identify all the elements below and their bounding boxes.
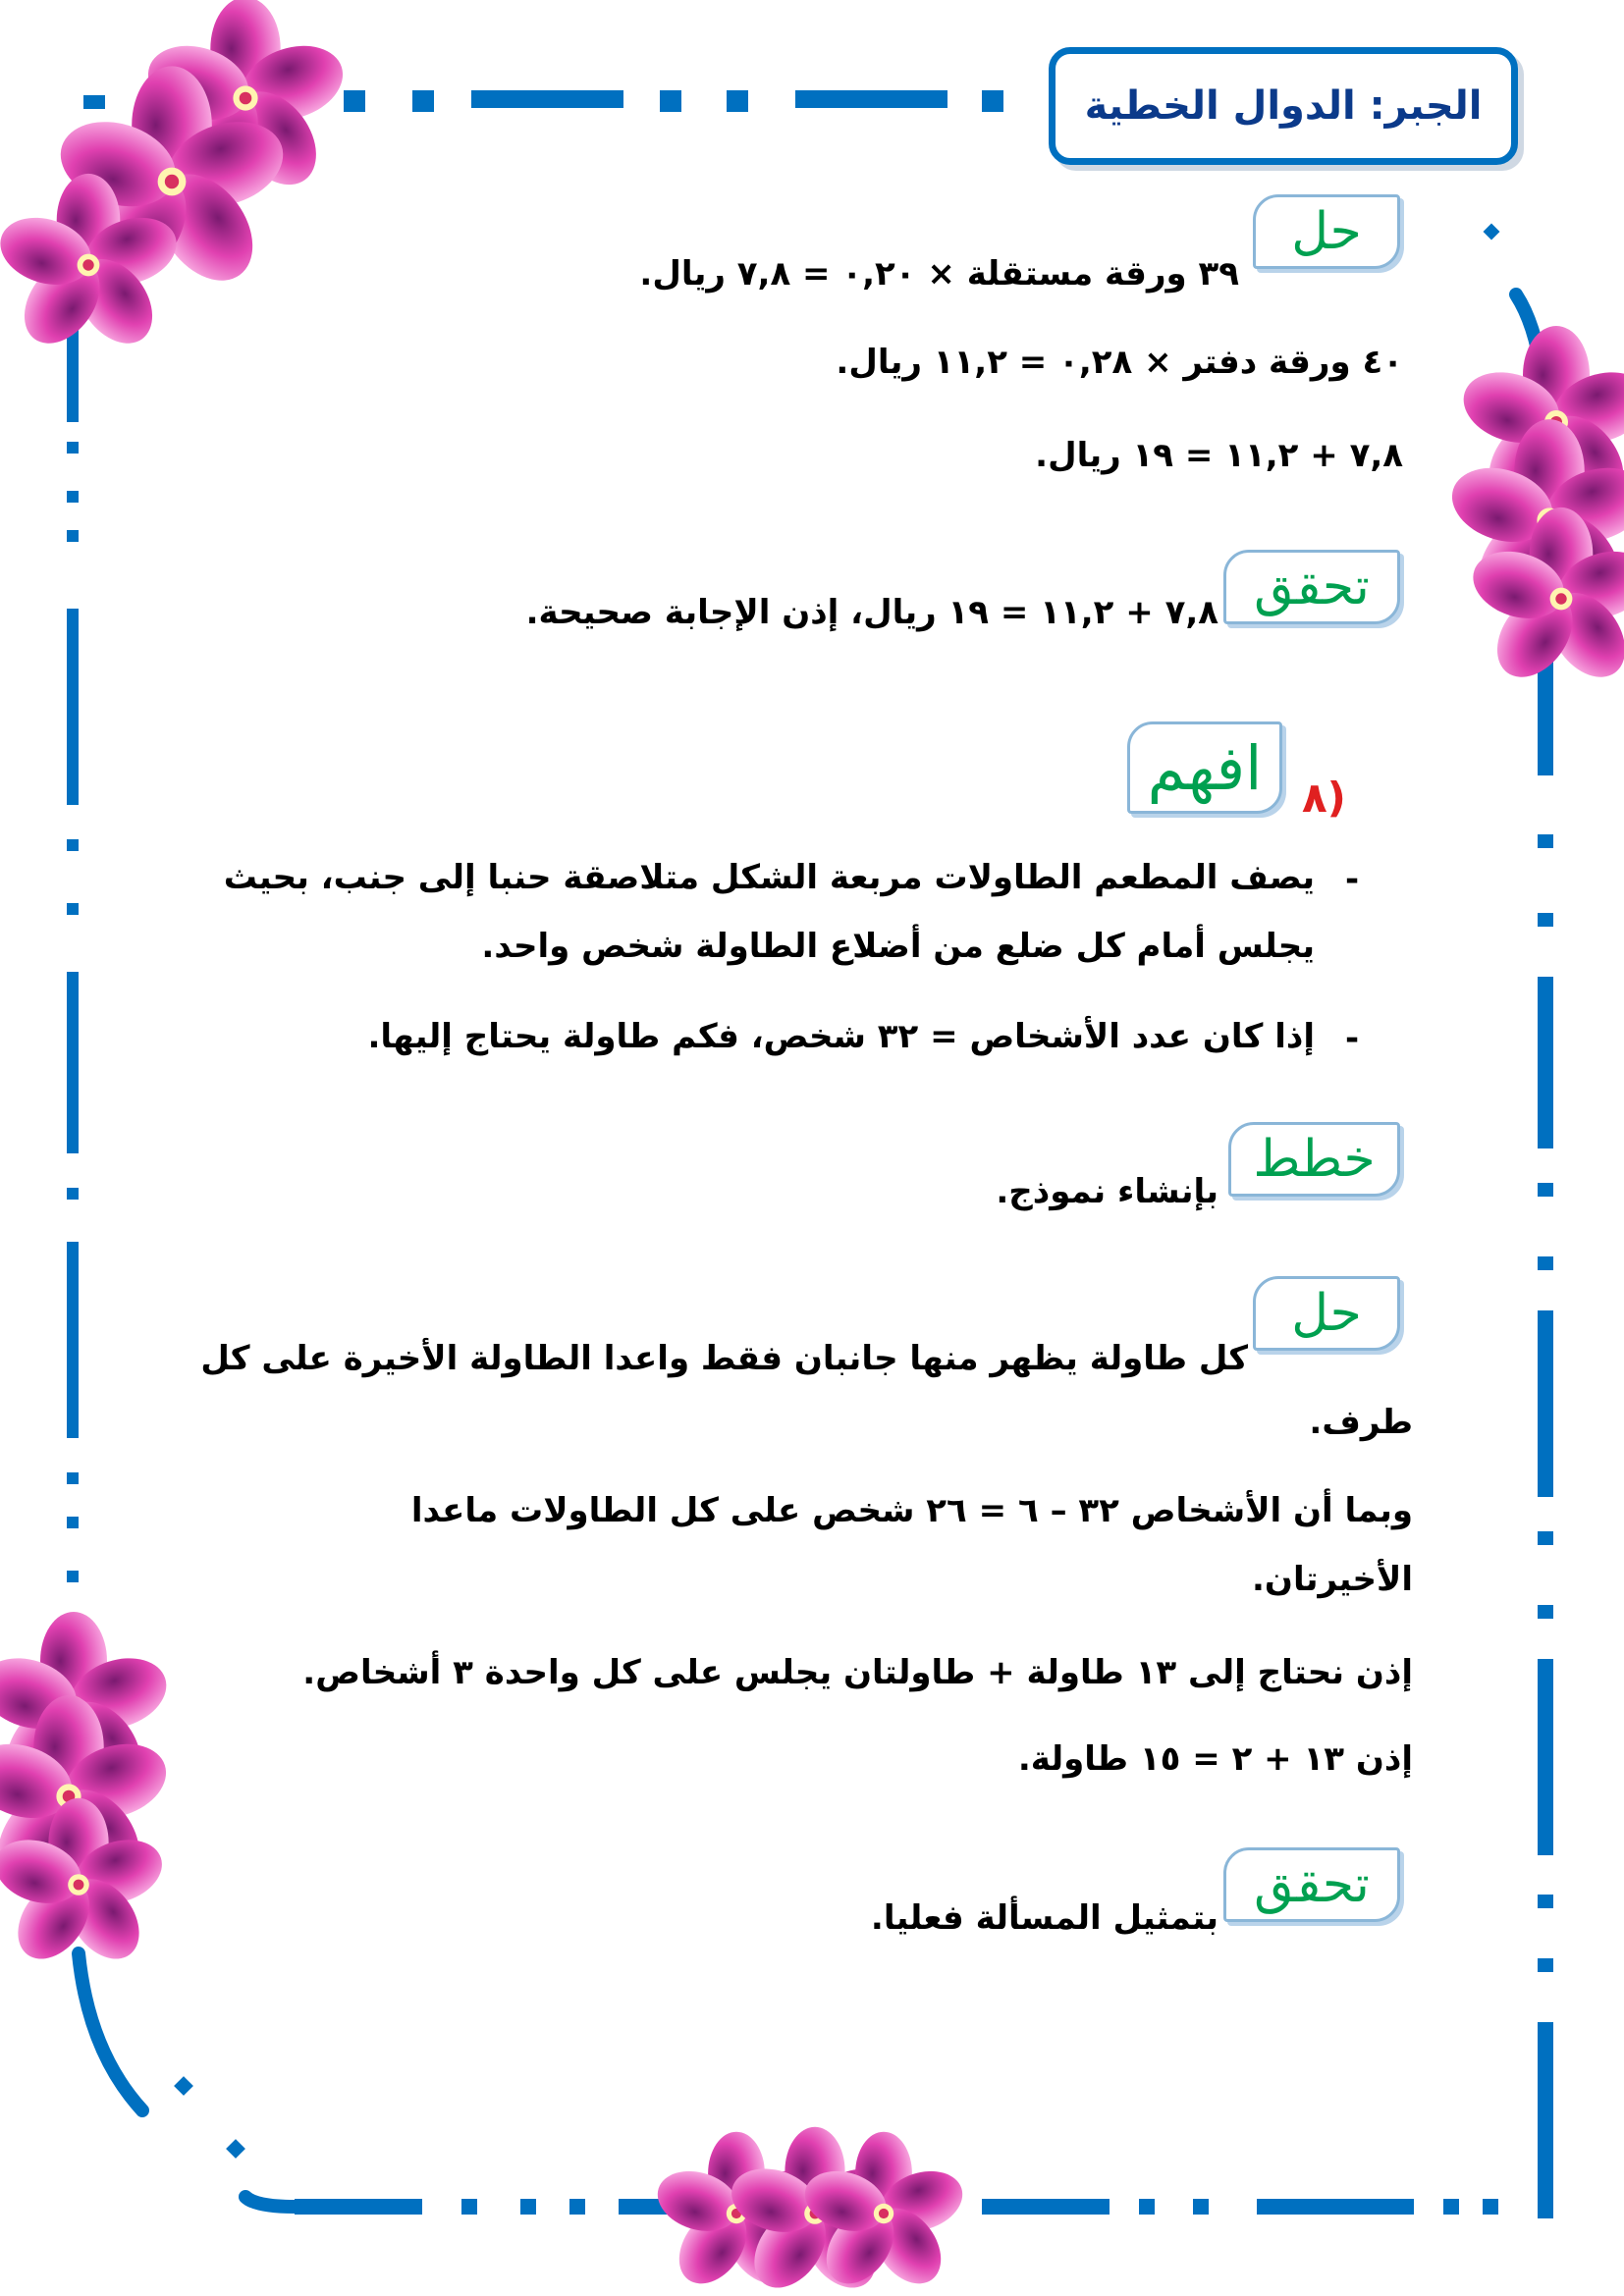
understand-line: يجلس أمام كل ضلع من أضلاع الطاولة شخص واحد.: [481, 927, 1315, 966]
page-title: الجبر: الدوال الخطية: [1084, 83, 1483, 129]
check-label: [1223, 1847, 1400, 1922]
solve-label: [1253, 1276, 1400, 1351]
solution-line: ٤٠ ورقة دفتر × ٠,٢٨ = ١١,٢ ريال.: [836, 343, 1403, 382]
check-label: [1223, 550, 1400, 624]
check-line: بتمثيل المسألة فعليا.: [870, 1898, 1218, 1938]
solve-label-text: حل: [1291, 1284, 1362, 1343]
check-line: ٧,٨ + ١١,٢ = ١٩ ريال، إذن الإجابة صحيحة.: [525, 593, 1218, 632]
plan-label: [1228, 1122, 1400, 1197]
understand-line: يصف المطعم الطاولات مربعة الشكل متلاصقة حنبا إلى جنب، بحيث: [223, 858, 1315, 897]
solution-line: ٣٩ ورقة مستقلة × ٠,٢٠ = ٧,٨ ريال.: [639, 254, 1239, 294]
solution-line: كل طاولة يظهر منها جانبان فقط واعدا الطاولة الأخيرة على كل: [200, 1339, 1248, 1378]
plan-line: بإنشاء نموذج.: [996, 1172, 1218, 1211]
solution-line: وبما أن الأشخاص ٣٢ – ٦ = ٢٦ شخص على كل الطاولات ماعدا: [410, 1491, 1413, 1530]
understand-label: [1127, 721, 1282, 814]
solution-line: إذن نحتاج إلى ١٣ طاولة + طاولتان يجلس على كل واحدة ٣ أشخاص.: [302, 1653, 1413, 1692]
plan-label-text: خطط: [1253, 1130, 1376, 1189]
solution-line: ٧,٨ + ١١,٢ = ١٩ ريال.: [1035, 436, 1403, 475]
problem-number: ٨): [1302, 774, 1346, 822]
solution-line: إذن ١٣ + ٢ = ١٥ طاولة.: [1017, 1739, 1413, 1779]
solve-label: [1253, 194, 1400, 269]
bullet-dash: -: [1345, 860, 1360, 899]
solve-label-text: حل: [1291, 202, 1362, 261]
check-label-text: تحقق: [1254, 558, 1370, 616]
bullet-dash: -: [1345, 1019, 1360, 1058]
understand-line: إذا كان عدد الأشخاص = ٣٢ شخص، فكم طاولة يحتاج إليها.: [367, 1017, 1315, 1056]
solution-line: طرف.: [1309, 1403, 1413, 1442]
check-label-text: تحقق: [1254, 1855, 1370, 1914]
solution-line: الأخيرتان.: [1252, 1560, 1413, 1599]
understand-label-text: افهم: [1147, 731, 1263, 804]
